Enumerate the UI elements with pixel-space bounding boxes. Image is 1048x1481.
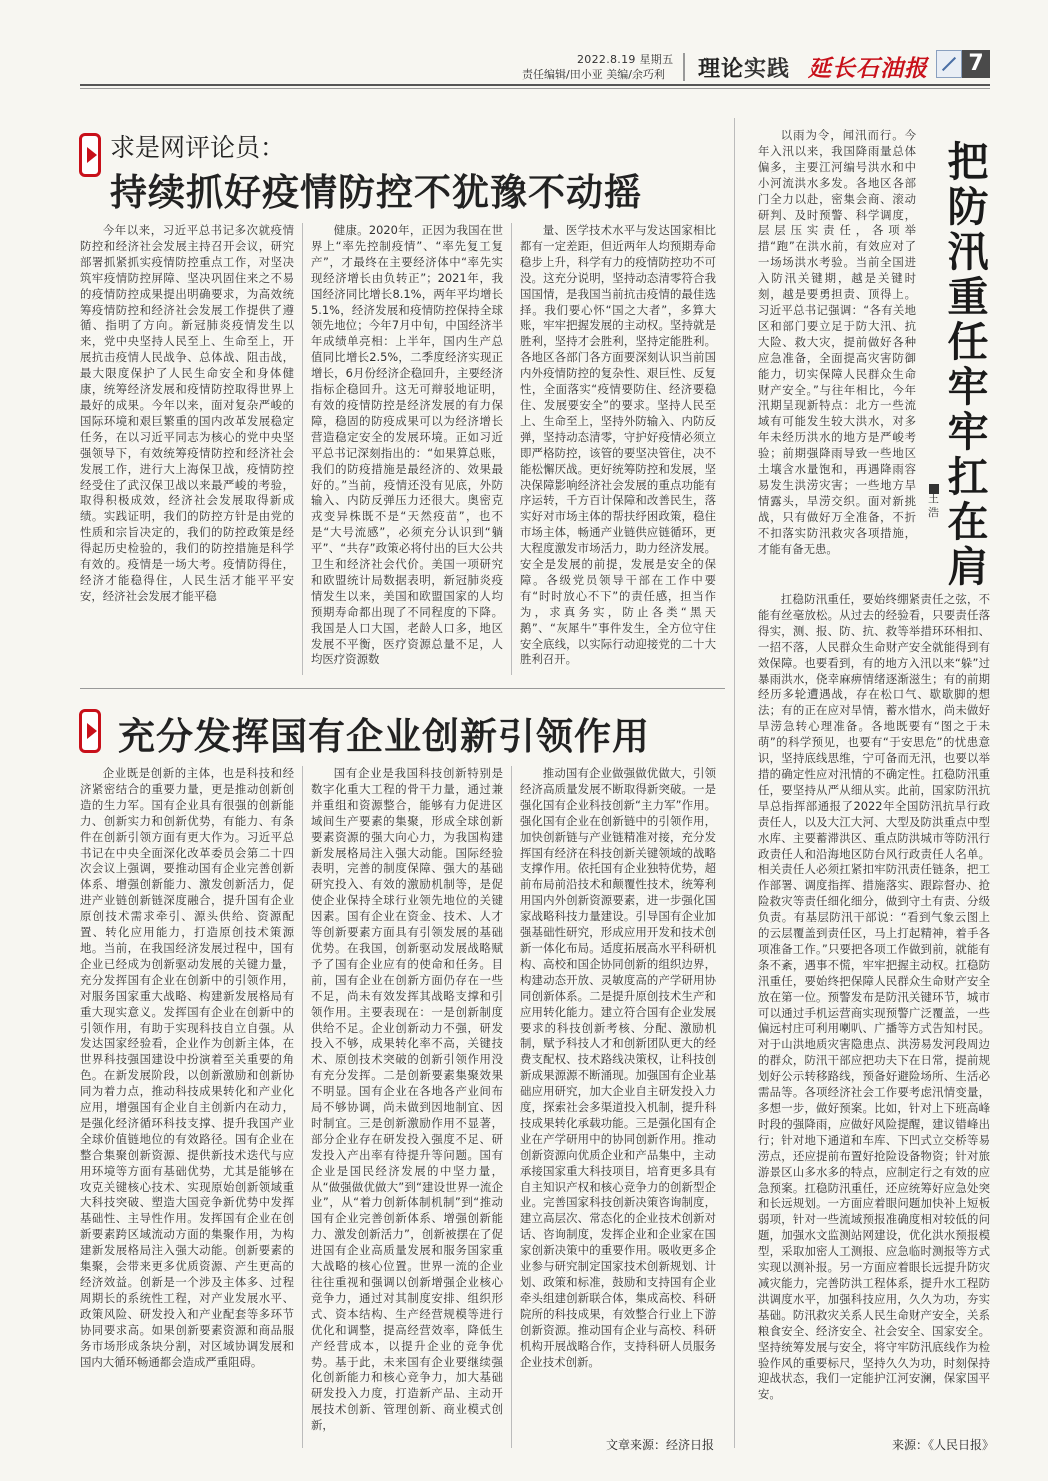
column-divider: [511, 766, 512, 1448]
article2-column-2: [311, 766, 503, 1448]
article1-column-2: [311, 223, 503, 675]
article2-source: 文章来源：经济日报: [606, 1438, 715, 1452]
header-rule: [80, 84, 990, 86]
column-divider: [302, 223, 303, 675]
page-number: 7: [962, 50, 990, 78]
article2-column-3: [520, 766, 716, 1430]
article1-column-3: [520, 223, 716, 675]
article1-headline: 持续抓好疫情防控不犹豫不动摇: [110, 171, 642, 214]
article3-headline: 把防汛重任牢牢扛在肩: [947, 138, 989, 591]
article2-col2-text: 国有企业是我国科技创新特别是数字化重大工程的骨干力量，通过兼并重组和资源整合，能够有力促进区域间生产要素的集聚，形成全球创新要素资源的强大向心力，为我国构建新发展格局注入强大动能。国际经验表明，完善的制度保障、强大的基础研究投入、有效的激励机制等，是促使企业保持全球行业领先地位的关键因素。国有企业在资金、技术、人才等创新要素方面具有引领发展的基础优势。在我国，创新驱动发展战略赋予了国有企业应有的使命和任务。目前，国有企业在创新方面仍存在一些不足，尚未有效发挥其战略支撑和引领作用。主要表现在：一是创新制度供给不足。企业创新动力不强，研发投入不够，成果转化率不高，关键技术、原创技术突破的创新引领作用没有充分发挥。二是创新要素集聚效果不明显。国有企业在各地各产业间布局不够协调，尚未做到因地制宜、因时制宜。三是创新激励作用不显著，部分企业存在研发投入强度不足、研发投入产出率有待提升等问题。国有企业是国民经济发展的中坚力量，从“做强做优做大”到“建设世界一流企业”，从“着力创新体制机制”到“推动国有企业完善创新体系、增强创新能力、激发创新活力”，创新被摆在了促进国有企业高质量发展和服务国家重大战略的核心位置。世界一流的企业往往重视和强调以创新增强企业核心竞争力，通过对其制度安排、组织形式、资本结构、生产经营规模等进行优化和调整，提高经营效率，降低生产经营成本，以提升企业的竞争优势。基于此，未来国有企业要继续强化创新能力和核心竞争力，加大基础研发投入力度，打造新产品、主动开展技术创新、管理创新、商业模式创新，: [311, 766, 503, 1433]
sidebar-divider: [734, 118, 735, 1448]
issue-date: 2022.8.19 星期五: [577, 53, 674, 66]
section-title-suffix: 实践: [744, 57, 791, 82]
article3-top-text: 以雨为令，闻汛而行。今年入汛以来，我国降雨量总体偏多，主要江河编号洪水和中小河流洪水多发。各地区各部门全力以赴，密集会商、滚动研判、及时预警、科学调度，层层压实责任，各项举措“跑”在洪水前，有效应对了一场场洪水考验。当前全国进入防汛关键期，越是关键时刻，越是要勇担责、顶得上。习近平总书记强调：“各有关地区和部门要立足于防大汛、抗大险、救大灾，提前做好各种应急准备，全面提高灾害防御能力，切实保障人民群众生命财产安全。”与往年相比，今年汛期呈现新特点：北方一些流域有可能发生较大洪水，对多年未经历洪水的地方是严峻考验；前期强降雨导致一些地区土壤含水量饱和，再遇降雨容易发生洪涝灾害；一些地方旱情露头，旱涝交织。面对新挑战，只有做好万全准备，不折不扣落实防汛救灾各项措施，才能有备无患。: [758, 128, 916, 556]
article2-headline: 充分发挥国有企业创新引领作用: [118, 715, 650, 758]
section-title: [698, 52, 790, 83]
article1-kicker: 求是网评论员：: [110, 133, 286, 162]
column-divider: [511, 223, 512, 675]
editors-line: 责任编辑/田小亚 美编/余巧利: [522, 68, 665, 81]
newspaper-logo: 延长石油报: [808, 55, 928, 82]
article2-col1-text: 企业既是创新的主体，也是科技和经济紧密结合的重要力量，更是推动创新创造的生力军。国有企业具有很强的创新能力、创新实力和创新优势，有能力、有条件在创新引领方面有更大作为。习近平总书记在中央全面深化改革委员会第二十四次会议上强调，要推动国有企业完善创新体系、增强创新能力、激发创新活力，促进产业链创新链深度融合，提升国有企业原创技术需求牵引、源头供给、资源配置、转化应用能力，打造原创技术策源地。当前，在我国经济发展过程中，国有企业已经成为创新驱动发展的关键力量，充分发挥国有企业在创新中的引领作用，对服务国家重大战略、构建新发展格局有重大现实意义。发挥国有企业在创新中的引领作用，有助于实现科技自立自强。从发达国家经验看，企业作为创新主体，在世界科技强国建设中扮演着至关重要的角色。在新发展阶段，以创新激励和创新协同为着力点，推动科技成果转化和产业化应用，增强国有企业自主创新内在动力，是强化经济循环科技支撑、提升我国产业全球价值链地位的有效路径。国有企业在整合集聚创新资源、提供新技术迭代与应用环境等方面有基础优势，尤其是能够在攻克关键核心技术、实现原始创新领域重大科技突破、塑造大国竞争新优势中发挥基础性、主导性作用。发挥国有企业在创新要素跨区域流动方面的集聚作用，为构建新发展格局注入强大动能。创新要素的集聚，会带来更多优质资源、产生更高的经济效益。创新是一个涉及主体多、过程周期长的系统性工程，对产业发展水平、政策风险、研发投入和产业配套等多环节协同要求高。如果创新要素资源和商品服务市场形成条块分割，对区域协调发展和国内大循环畅通都会造成严重阻碍。: [80, 766, 294, 1369]
article3-byline: 王浩: [928, 492, 939, 519]
header-divider: [683, 53, 685, 81]
section-divider: [80, 688, 725, 689]
page-marker-icon: [936, 50, 962, 78]
article1-col2-text: 健康。2020年，正因为我国在世界上“率先控制疫情”、“率先复工复产”，才最终在主要经济体中“率先实现经济增长由负转正”；2021年，我国经济同比增长8.1%，两年平均增长5.1%，经济发展和疫情防控保持全球领先地位；今年7月中旬，中国经济半年成绩单亮相：上半年，国内生产总值同比增长2.5%，二季度经济实现正增长，6月份经济企稳回升，主要经济指标企稳回升。这无可辩驳地证明，有效的疫情防控是经济发展的有力保障，稳固的防疫成果可以为经济增长营造稳定安全的发展环境。正如习近平总书记深刻指出的：“如果算总账，我们的防疫措施是最经济的、效果最好的。”当前，疫情还没有见底，外防输入、内防反弹压力还很大。奥密克戎变异株既不是“天然疫苗”，也不是“大号流感”，必须充分认识到“躺平”、“共存”政策必将付出的巨大公共卫生和经济社会代价。美国一项研究和欧盟统计局数据表明，新冠肺炎疫情发生以来，美国和欧盟国家的人均预期寿命都出现了不同程度的下降。我国是人口大国，老龄人口多，地区发展不平衡，医疗资源总量不足，人均医疗资源数: [311, 223, 503, 667]
article3-column-bottom: [758, 592, 990, 1432]
header-rule-thin: [80, 88, 990, 89]
article1-column-1: [80, 223, 294, 675]
article3-column-top: [758, 128, 916, 592]
article1-col1-text: 今年以来，习近平总书记多次就疫情防控和经济社会发展主持召开会议，研究部署抓紧抓实疫情防控重点工作，对坚决筑牢疫情防控屏障、坚决巩固住来之不易的疫情防控成果提出明确要求，为高效统筹疫情防控和经济社会发展工作提供了遵循、指明了方向。新冠肺炎疫情发生以来，党中央坚持人民至上、生命至上，开展抗击疫情人民战争、总体战、阻击战，最大限度保护了人民生命安全和身体健康，统筹经济发展和疫情防控取得世界上最好的成果。今年以来，面对复杂严峻的国际环境和艰巨繁重的国内改革发展稳定任务，在以习近平同志为核心的党中央坚强领导下，有效统筹疫情防控和经济社会发展工作，进行大上海保卫战，疫情防控经受住了武汉保卫战以来最严峻的考验，取得积极成效，经济社会发展取得新成绩。实践证明，我们的防控方针是由党的性质和宗旨决定的，我们的防控政策是经得起历史检验的，我们的防控措施是科学有效的。疫情是一场大考。疫情防得住，经济才能稳得住，人民生活才能平平安安，经济社会发展才能平稳: [80, 223, 294, 603]
article2-column-1: [80, 766, 294, 1448]
section-title-prefix: 理论: [698, 57, 745, 82]
article2-col3-text: 推动国有企业做强做优做大，引领经济高质量发展不断取得新突破。一是强化国有企业科技创新“主力军”作用。强化国有企业在创新链中的引领作用，加快创新链与产业链精准对接，充分发挥国有经济在科技创新关键领域的战略支撑作用。依托国有企业独特优势，超前布局前沿技术和颠覆性技术，统筹利用国内外创新资源要素，进一步强化国家战略科技力量建设。引导国有企业加强基础性研究，形成应用开发和技术创新一体化布局。适度拓展高水平科研机构、高校和国企协同创新的组织边界，构建动态开放、灵敏度高的产学研用协同创新体系。二是提升原创技术生产和应用转化能力。建立符合国有企业发展要求的科技创新考核、分配、激励机制，赋予科技人才和创新团队更大的经费支配权、技术路线决策权，让科技创新成果源源不断涌现。加强国有企业基础应用研究，加大企业自主研发投入力度，探索社会多渠道投入机制，提升科技成果转化承载功能。三是强化国有企业在产学研用中的协同创新作用。推动创新资源向优质企业和产品集中，主动承接国家重大科技项目，培育更多具有自主知识产权和核心竞争力的创新型企业。完善国家科技创新决策咨询制度，建立高层次、常态化的企业技术创新对话、咨询制度，发挥企业和企业家在国家创新决策中的重要作用。吸收更多企业参与研究制定国家技术创新规划、计划、政策和标准，鼓励和支持国有企业牵头组建创新联合体，集成高校、科研院所的科技成果，有效整合行业上下游创新资源。推动国有企业与高校、科研机构开展战略合作，支持科研人员服务企业技术创新。: [520, 766, 716, 1369]
play-icon: [79, 709, 101, 753]
play-icon: [79, 133, 101, 177]
article3-source: 来源：《人民日报》: [892, 1438, 995, 1452]
article1-col3-text: 量、医学技术水平与发达国家相比都有一定差距，但近两年人均预期寿命稳步上升，科学有力的疫情防控功不可没。这充分说明，坚持动态清零符合我国国情，是我国当前抗击疫情的最佳选择。我们要心怀“国之大者”，多算大账，牢牢把握发展的主动权。坚持就是胜利，坚持才会胜利，坚持定能胜利。各地区各部门各方面要深刻认识当前国内外疫情防控的复杂性、艰巨性、反复性，全面落实“疫情要防住、经济要稳住、发展要安全”的要求。坚持人民至上、生命至上，坚持外防输入、内防反弹，坚持动态清零，守护好疫情必须立即严格防控，该管的要坚决管住，决不能松懈厌战。更好统筹防控和发展，坚决保障影响经济社会发展的重点功能有序运转，千方百计保障和改善民生，落实好对市场主体的帮扶纾困政策，稳住市场主体，畅通产业链供应链循环，更大程度激发市场活力，助力经济发展。安全是发展的前提，发展是安全的保障。各级党员领导干部在工作中要有“时时放心不下”的责任感，担当作为，求真务实，防止各类“黑天鹅”、“灰犀牛”事件发生，全方位守住安全底线，以实际行动迎接党的二十大胜利召开。: [520, 223, 716, 667]
article3-bottom-text: 扛稳防汛重任，要始终绷紧责任之弦，不能有丝毫放松。从过去的经验看，只要责任落得实，测、报、防、抗、救等举措环环相扣、一招不落，人民群众生命财产安全就能得到有效保障。也要看到，有的地方入汛以来“躲”过暴雨洪水，侥幸麻痹情绪逐渐滋生；有的前期经历多轮遭遇战，存在松口气、歇歇脚的想法；有的正在应对旱情，蓄水惜水，尚未做好旱涝急转心理准备。各地既要有“图之于未萌”的科学预见，也要有“于安思危”的忧患意识，坚持底线思维，宁可备而无汛，也要以举措的确定性应对汛情的不确定性。扛稳防汛重任，要坚持从严从细从实。此前，国家防汛抗旱总指挥部通报了2022年全国防汛抗旱行政责任人，以及大江大河、大型及防洪重点中型水库、主要蓄滞洪区、重点防洪城市等防汛行政责任人和沿海地区防台风行政责任人名单。相关责任人必须扛紧扣牢防汛责任链条，把工作部署、调度指挥、措施落实、跟踪督办、抢险救灾等责任细化细分，做到守土有责、分级负责。有基层防汛干部说：“看到气象云图上的云层覆盖到责任区，马上打起精神，着手各项准备工作。”只要把各项工作做到前，就能有条不紊，遇事不慌，牢牢把握主动权。扛稳防汛重任，要始终把保障人民群众生命财产安全放在第一位。预警发布是防汛关键环节，城市可以通过手机运营商实现预警广泛覆盖，一些偏远村庄可利用喇叭、广播等方式告知村民。对于山洪地质灾害隐患点、洪涝易发河段周边的群众，防汛干部应把功夫下在日常，提前规划好公示转移路线，预备好避险场所、生活必需品等。各项经济社会工作要考虑汛情变量，多想一步，做好预案。比如，针对上下班高峰时段的强降雨，应做好风险提醒，建议错峰出行；针对地下通道和车库、下凹式立交桥等易涝点，还应提前布置好抢险设备物资；针对旅游景区山多水多的特点，应制定行之有效的应急预案。扛稳防汛重任，还应统筹好应急处突和长远规划。一方面应着眼问题加快补上短板弱项，针对一些流域预报准确度相对较低的问题，加强水文监测站网建设，优化洪水预报模型，采取加密人工测报、应急临时测报等方式实现以测补报。另一方面应着眼长远提升防灾减灾能力，完善防洪工程体系，提升水工程防洪调度水平，加强科技应用，久久为功，夯实基础。防汛救灾关系人民生命财产安全，关系粮食安全、经济安全、社会安全、国家安全。坚持统筹发展与安全，将守牢防汛底线作为检验作风的重要标尺，坚持久久为功，时刻保持迎战状态，我们一定能护江河安澜，保家国平安。: [758, 592, 990, 1402]
column-divider: [302, 766, 303, 1448]
